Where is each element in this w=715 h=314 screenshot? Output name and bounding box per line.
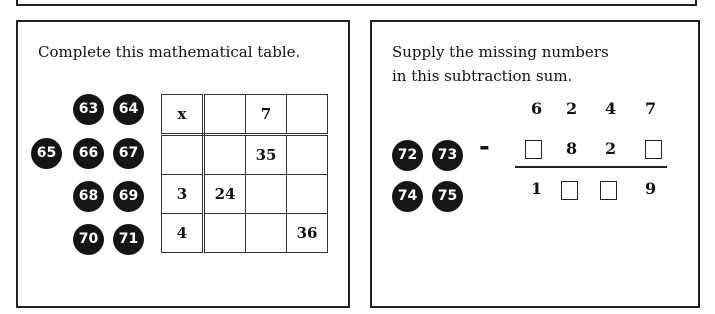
question-badge-71: 71 <box>113 224 144 255</box>
top-frame-edge <box>16 0 697 6</box>
digit: 8 <box>566 139 578 158</box>
question-badge-74: 74 <box>392 181 423 212</box>
table-cell: 36 <box>287 214 328 253</box>
table-cell[interactable] <box>246 175 287 214</box>
digit: 1 <box>531 179 543 198</box>
table-cell[interactable] <box>246 214 287 253</box>
table-cell: 3 <box>162 175 204 214</box>
table-puzzle-panel <box>16 20 350 308</box>
table-cell[interactable] <box>204 95 246 135</box>
table-cell: 7 <box>246 95 287 135</box>
question-badge-65: 65 <box>31 138 62 169</box>
table-cell[interactable] <box>287 135 328 175</box>
table-cell[interactable] <box>204 135 246 175</box>
question-badge-70: 70 <box>73 224 104 255</box>
digit: 4 <box>605 99 617 118</box>
table-instruction: Complete this mathematical table. <box>38 43 301 61</box>
digit: 6 <box>531 99 543 118</box>
missing-digit-box[interactable] <box>645 140 662 159</box>
question-badge-66: 66 <box>73 138 104 169</box>
table-cell: x <box>162 95 204 135</box>
table-cell[interactable] <box>287 95 328 135</box>
digit: 7 <box>645 99 657 118</box>
digit: 2 <box>605 139 617 158</box>
missing-digit-box[interactable] <box>600 181 617 200</box>
subtraction-instruction: Supply the missing numbers in this subtraction sum. <box>392 43 609 85</box>
table-cell: 24 <box>204 175 246 214</box>
sum-line <box>515 166 667 168</box>
digit: 2 <box>566 99 578 118</box>
question-badge-73: 73 <box>432 140 463 171</box>
question-badge-72: 72 <box>392 140 423 171</box>
table-cell[interactable] <box>287 175 328 214</box>
minus-sign: - <box>479 132 490 162</box>
table-cell: 4 <box>162 214 204 253</box>
question-badge-75: 75 <box>432 181 463 212</box>
question-badge-64: 64 <box>113 94 144 125</box>
missing-digit-box[interactable] <box>525 140 542 159</box>
subtraction-puzzle-panel <box>370 20 700 308</box>
question-badge-69: 69 <box>113 181 144 212</box>
question-badge-63: 63 <box>73 94 104 125</box>
table-cell[interactable] <box>162 135 204 175</box>
digit: 9 <box>645 179 657 198</box>
multiplication-table <box>161 94 328 253</box>
question-badge-68: 68 <box>73 181 104 212</box>
missing-digit-box[interactable] <box>561 181 578 200</box>
table-cell: 35 <box>246 135 287 175</box>
table-cell[interactable] <box>204 214 246 253</box>
question-badge-67: 67 <box>113 138 144 169</box>
